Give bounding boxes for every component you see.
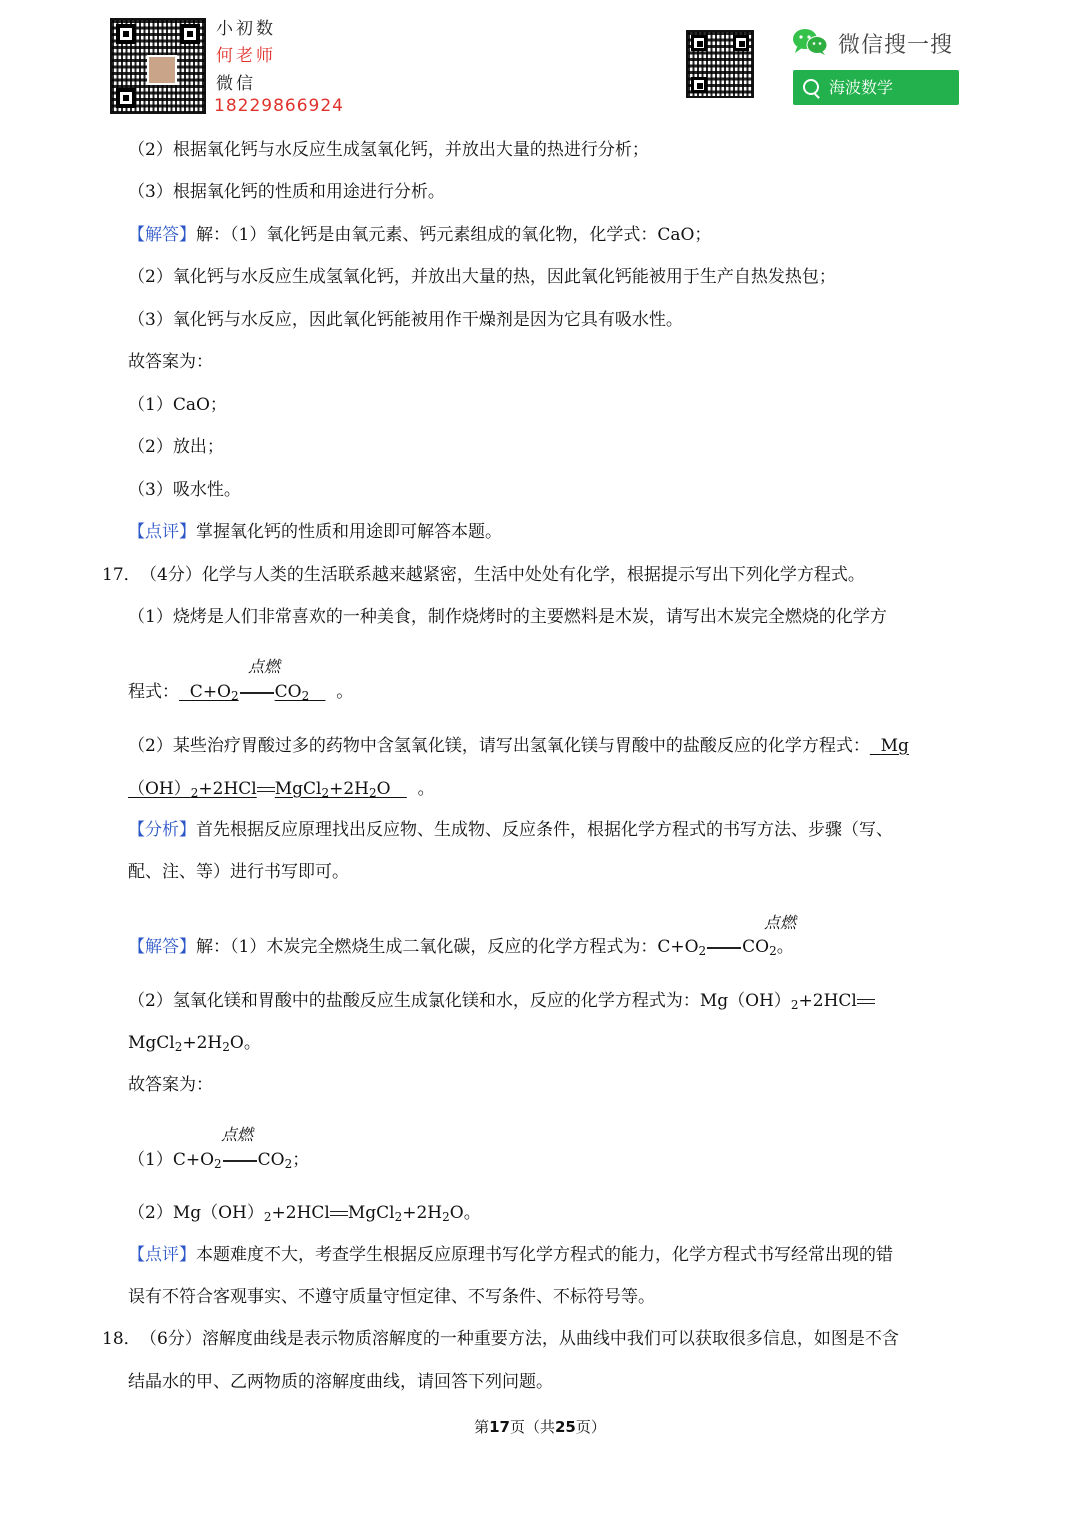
answer-line xyxy=(128,777,435,801)
qr-code-teacher xyxy=(110,18,206,114)
text-line: （2）氢氧化镁和胃酸中的盐酸反应生成氯化镁和水，反应的化学方程式为：$Mg(OH)_2+2HCl$ xyxy=(128,989,875,1013)
total-pages: 25 xyxy=(555,1418,576,1436)
question-number: 17． xyxy=(102,565,141,585)
footer-text: 第 xyxy=(474,1418,490,1436)
text-line: 故答案为： xyxy=(128,352,213,372)
text-line: （1）CaO； xyxy=(128,395,227,415)
text-line: （3）吸水性。 xyxy=(128,480,241,500)
handwritten-note-1: 小初数 xyxy=(216,19,276,39)
reaction-condition: 点燃 xyxy=(221,1125,254,1144)
text-line xyxy=(128,1243,893,1267)
qr-code-wechat xyxy=(686,30,754,98)
page-footer xyxy=(0,1416,1080,1437)
question-stem: （6分）溶解度曲线是表示物质溶解度的一种重要方法，从曲线中我们可以获取很多信息，如图是不含 xyxy=(140,1329,899,1349)
question-stem: （4分）化学与人类的生活联系越来越紧密，生活中处处有化学，根据提示写出下列化学方程式。 xyxy=(140,565,865,585)
answer-tag: 【解答】 xyxy=(128,225,196,245)
text-line: （2）放出； xyxy=(128,437,224,457)
fill-answer: $(OH)_2+2HCl$ $MgCl_2+2H_2O$ xyxy=(128,779,407,800)
analysis-tag: 【分析】 xyxy=(128,820,196,840)
avatar xyxy=(147,55,177,85)
text-span: 掌握氧化钙的性质和用途即可解答本题。 xyxy=(196,522,502,542)
handwritten-phone: 18229866924 xyxy=(214,96,344,116)
text-line: $(1)C+O_2$ $CO_2$； xyxy=(128,1150,310,1171)
text-line: （2）根据氧化钙与水反应生成氢氧化钙，并放出大量的热进行分析； xyxy=(128,140,649,160)
footer-text: 页） xyxy=(575,1418,606,1436)
text-span: （2）氢氧化镁和胃酸中的盐酸反应生成氯化镁和水，反应的化学方程式为：Mg（OH） xyxy=(128,991,791,1011)
text-line: 配、注、等）进行书写即可。 xyxy=(128,862,349,882)
wechat-search-title: 微信搜一搜 xyxy=(838,33,954,58)
fill-answer xyxy=(870,736,909,756)
text-span: （2）某些治疗胃酸过多的药物中含氢氧化镁，请写出氢氧化镁与胃酸中的盐酸反应的化学方程式： xyxy=(128,736,870,756)
text-span: 首先根据反应原理找出反应物、生成物、反应条件，根据化学方程式的书写方法、步骤（写、 xyxy=(196,820,893,840)
text-line: （1）烧烤是人们非常喜欢的一种美食，制作烧烤时的主要燃料是木炭，请写出木炭完全燃烧的化学方 xyxy=(128,607,887,627)
text-line: 【解答】解：（1）木炭完全燃烧生成二氧化碳，反应的化学方程式为：$C+O_2$ $CO_2$。 xyxy=(128,937,794,958)
text-line: 结晶水的甲、乙两物质的溶解度曲线，请回答下列问题。 xyxy=(128,1372,553,1392)
handwritten-note-3: 微信 xyxy=(216,74,256,94)
text-span: （1） xyxy=(128,1150,173,1170)
text-line xyxy=(128,818,893,842)
fill-answer: $C+O_2$ $CO_2$ xyxy=(179,682,310,703)
text-span: Mg xyxy=(880,736,909,756)
answer-tag: 【解答】 xyxy=(128,937,196,957)
text-span: 本题难度不大，考查学生根据反应原理书写化学方程式的能力，化学方程式书写经常出现的错 xyxy=(196,1245,893,1265)
text-line: （3）氧化钙与水反应，因此氧化钙能被用作干燥剂是因为它具有吸水性。 xyxy=(128,310,683,330)
text-line xyxy=(128,520,502,544)
wechat-search-bar[interactable] xyxy=(793,70,959,105)
question-number: 18． xyxy=(102,1329,141,1349)
search-icon xyxy=(803,79,819,95)
text-line: （3）根据氧化钙的性质和用途进行分析。 xyxy=(128,182,445,202)
text-line: 误有不符合客观事实、不遵守质量守恒定律、不写条件、不标符号等。 xyxy=(128,1287,655,1307)
text-span: 。 xyxy=(336,682,354,702)
page-header xyxy=(0,0,1080,120)
answer-line xyxy=(128,680,353,704)
footer-text: 页（共 xyxy=(509,1418,555,1436)
text-span: （2）Mg（OH） xyxy=(128,1203,264,1223)
wechat-search-label: 海波数学 xyxy=(829,78,894,97)
reaction-condition: 点燃 xyxy=(764,913,797,932)
text-span: 解：（1）氧化钙是由氧元素、钙元素组成的氧化物，化学式：CaO； xyxy=(196,225,712,245)
text-line: $MgCl_2+2H_2O$。 xyxy=(128,1033,261,1054)
review-tag: 【点评】 xyxy=(128,1245,196,1265)
handwritten-note-2: 何老师 xyxy=(216,46,276,66)
review-tag: 【点评】 xyxy=(128,522,196,542)
page-number: 17 xyxy=(489,1418,510,1436)
wechat-logo-icon xyxy=(792,28,828,56)
text-line: （2）氧化钙与水反应生成氢氧化钙，并放出大量的热，因此氧化钙能被用于生产自热发热包； xyxy=(128,267,836,287)
text-span: 。 xyxy=(417,779,435,799)
text-line xyxy=(128,734,909,758)
reaction-condition: 点燃 xyxy=(248,657,281,676)
text-line xyxy=(128,223,711,247)
text-line: 故答案为： xyxy=(128,1075,213,1095)
text-span: 程式： xyxy=(128,682,179,702)
text-line: $(2)Mg(OH)_2+2HCl$ $MgCl_2+2H_2O$。 xyxy=(128,1203,481,1224)
text-span: 解：（1）木炭完全燃烧生成二氧化碳，反应的化学方程式为： xyxy=(196,937,658,957)
